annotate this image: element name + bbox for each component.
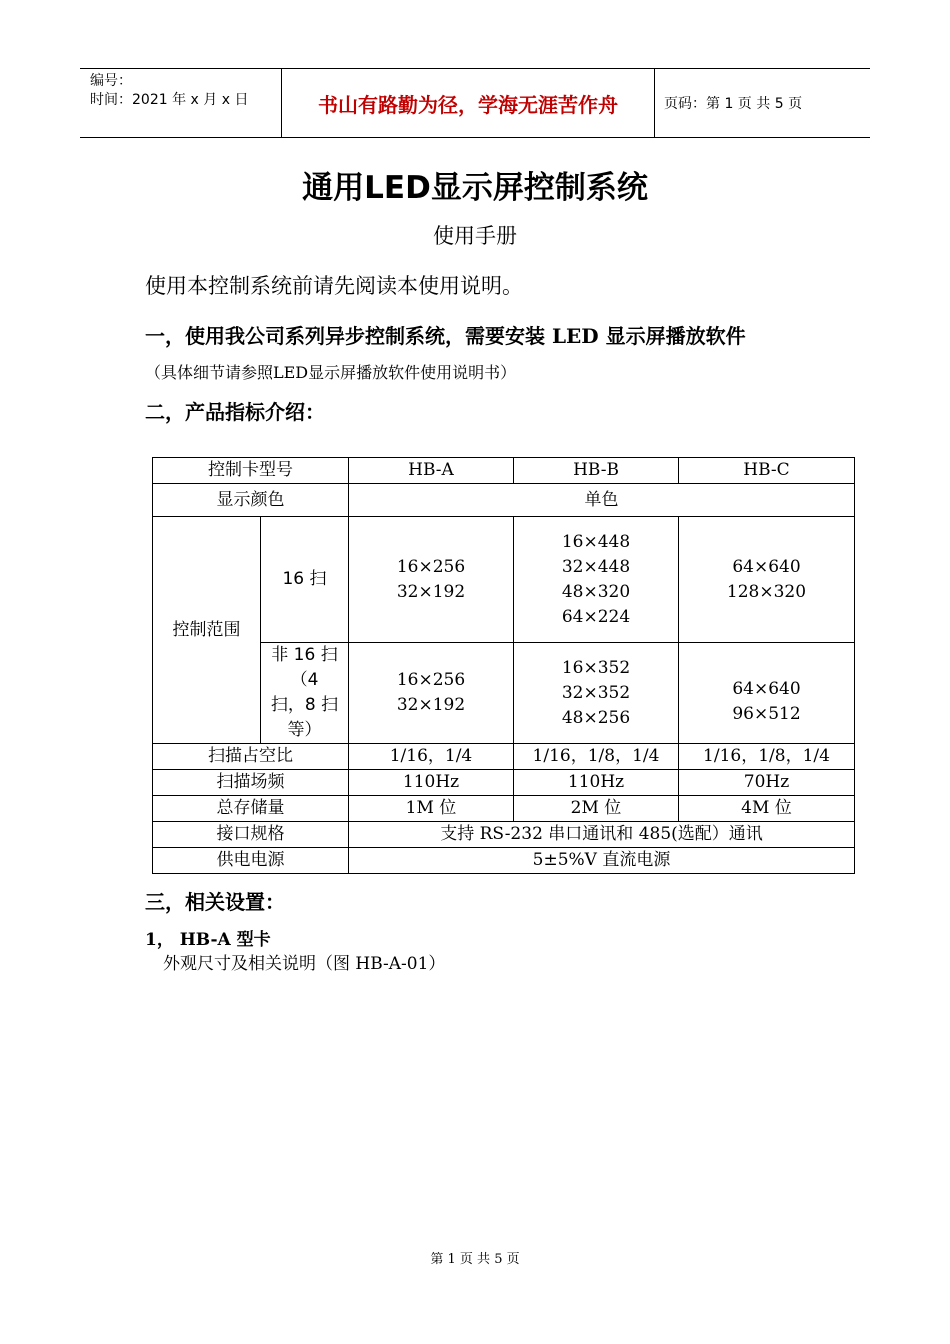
table-cell: 2M 位 [514, 796, 679, 822]
subsection-1-description: 外观尺寸及相关说明（图 HB-A-01） [163, 954, 446, 974]
table-cell [679, 643, 855, 744]
cell-line: 等） [287, 720, 322, 740]
section-3-heading: 三，相关设置： [145, 890, 285, 914]
table-cell: 16 扫 [261, 517, 349, 643]
table-cell: HB-B [514, 458, 679, 484]
section-1-heading: 一，使用我公司系列异步控制系统，需要安装 LED 显示屏播放软件 [145, 324, 746, 348]
cell-line: 32×352 [561, 682, 631, 703]
cell-line: 128×320 [726, 581, 807, 602]
intro-text: 使用本控制系统前请先阅读本使用说明。 [145, 274, 523, 298]
section-2-heading: 二，产品指标介绍： [145, 400, 325, 424]
cell-line: 32×448 [561, 556, 631, 577]
table-row [153, 796, 855, 822]
table-row [153, 744, 855, 770]
cell-line: 16×448 [561, 531, 631, 552]
table-cell: 支持 RS-232 串口通讯和 485(选配）通讯 [349, 822, 855, 848]
table-cell: 控制范围 [153, 517, 261, 744]
table-row [153, 517, 855, 643]
table-cell: 110Hz [349, 770, 514, 796]
document-title: 通用LED显示屏控制系统 [302, 170, 648, 206]
header-motto: 书山有路勤为径，学海无涯苦作舟 [281, 69, 655, 137]
table-cell: 接口规格 [153, 822, 349, 848]
table-row [153, 770, 855, 796]
page-header [80, 68, 870, 138]
cell-line: 64×640 [732, 679, 801, 699]
table-cell: 5±5%V 直流电源 [349, 848, 855, 874]
table-cell: 110Hz [514, 770, 679, 796]
cell-line: 64×224 [561, 606, 631, 627]
table-cell [349, 643, 514, 744]
table-cell: 70Hz [679, 770, 855, 796]
cell-line: 16×352 [561, 657, 631, 678]
table-cell: 单色 [349, 484, 855, 517]
cell-line: 48×320 [561, 581, 631, 602]
document-subtitle: 使用手册 [433, 224, 517, 248]
header-meta [90, 69, 280, 140]
cell-line: （4 [290, 670, 319, 690]
table-cell: 扫描场频 [153, 770, 349, 796]
table-cell: 扫描占空比 [153, 744, 349, 770]
page-footer: 第 1 页 共 5 页 [430, 1252, 520, 1267]
spec-table [152, 457, 855, 874]
cell-line: 32×192 [396, 695, 466, 715]
table-cell: 1/16，1/8，1/4 [514, 744, 679, 770]
cell-line: 16×256 [396, 670, 466, 690]
table-cell: 1/16，1/4 [349, 744, 514, 770]
table-cell: 1/16，1/8，1/4 [679, 744, 855, 770]
table-row [153, 848, 855, 874]
cell-line: 48×256 [561, 707, 631, 728]
cell-line: 96×512 [732, 704, 801, 724]
cell-line: 非 16 扫 [271, 645, 338, 665]
table-cell: HB-C [679, 458, 855, 484]
document-number-label: 编号： [90, 73, 132, 89]
table-cell: 4M 位 [679, 796, 855, 822]
table-cell: 控制卡型号 [153, 458, 349, 484]
header-page-info: 页码：第 1 页 共 5 页 [664, 96, 803, 112]
subsection-1-heading: 1， HB-A 型卡 [145, 930, 271, 950]
table-cell [679, 517, 855, 643]
table-cell [261, 643, 349, 744]
table-cell [349, 517, 514, 643]
table-cell [514, 517, 679, 643]
table-cell: 总存储量 [153, 796, 349, 822]
table-cell: 1M 位 [349, 796, 514, 822]
table-row [153, 822, 855, 848]
table-row [153, 484, 855, 517]
cell-line: 扫，8 扫 [270, 695, 339, 715]
table-cell: 供电电源 [153, 848, 349, 874]
cell-line: 64×640 [732, 556, 801, 577]
table-cell: 显示颜色 [153, 484, 349, 517]
section-1-note: （具体细节请参照LED显示屏播放软件使用说明书） [145, 363, 517, 382]
table-cell [514, 643, 679, 744]
table-cell: HB-A [349, 458, 514, 484]
document-date: 时间：2021 年 x 月 x 日 [90, 92, 249, 108]
cell-line: 16×256 [396, 556, 466, 577]
table-row [153, 458, 855, 484]
cell-line: 32×192 [396, 581, 466, 602]
